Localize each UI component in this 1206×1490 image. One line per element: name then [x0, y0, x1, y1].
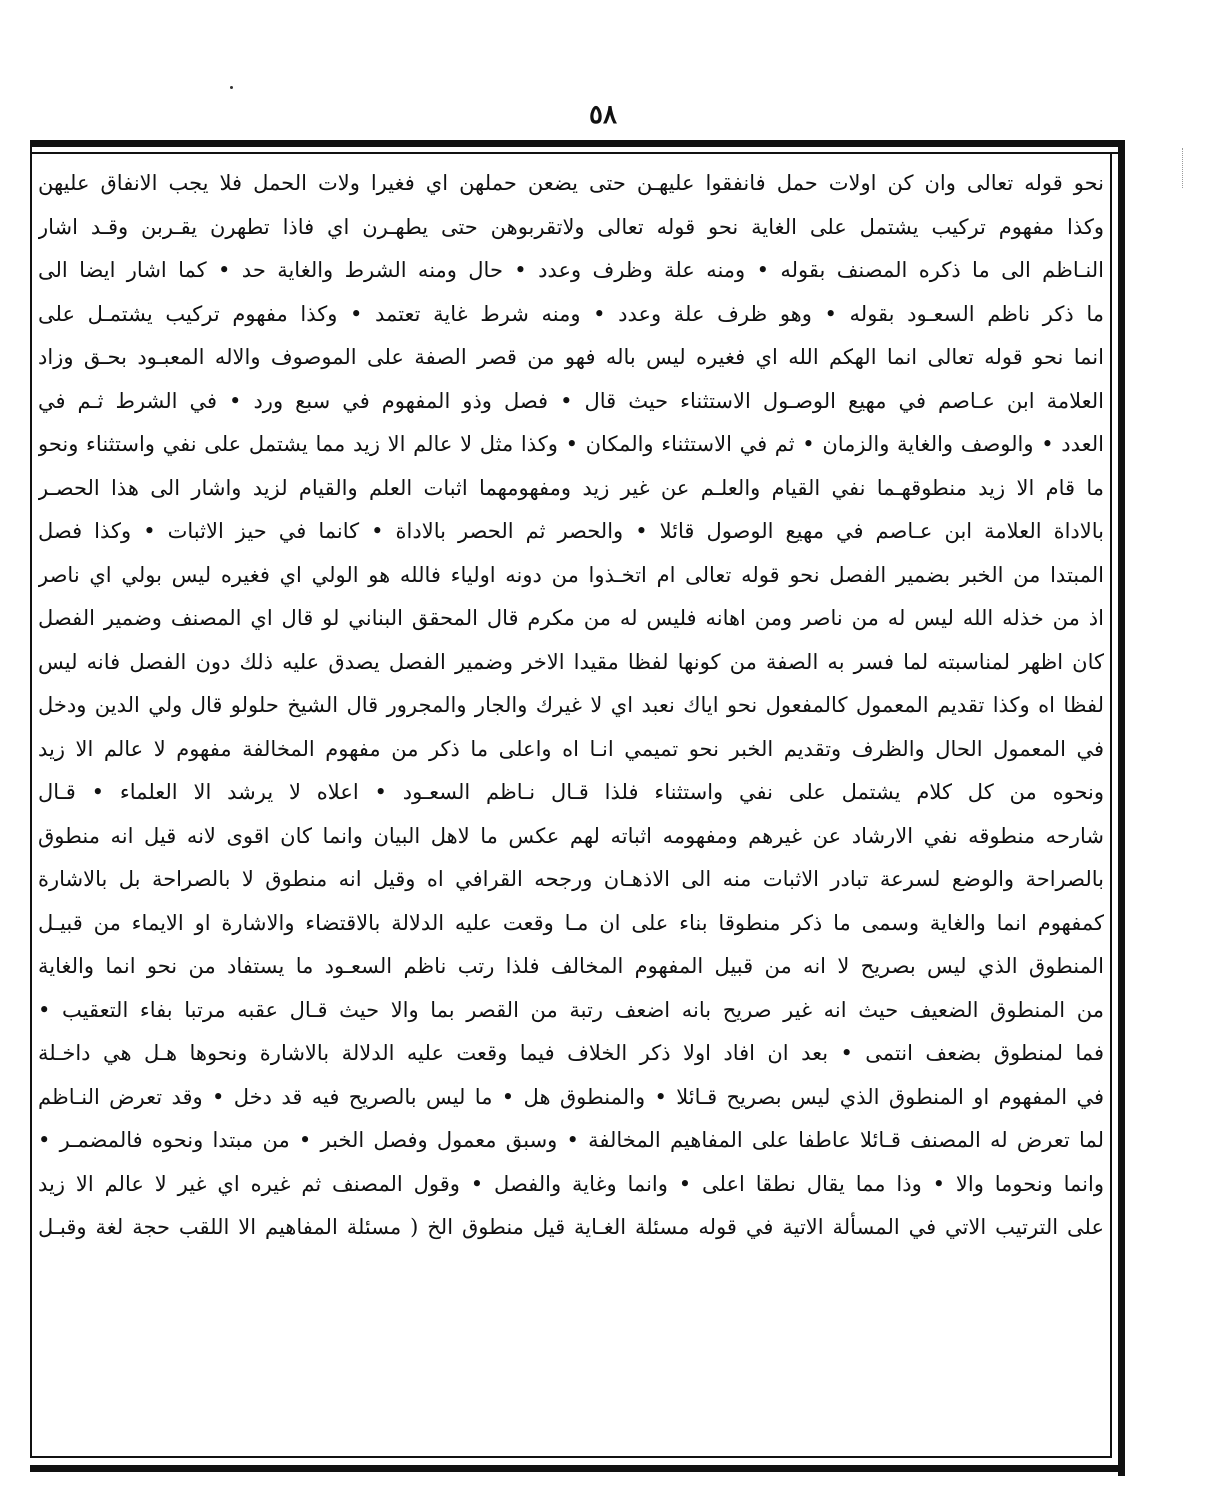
text-line: المنطوق الذي ليس بصريح لا انه من قبيل المفهوم المخالف فلذا رتب ناظم السعـود ما يستفاد من نحو انما والغاية: [38, 954, 1104, 978]
text-line: بالصراحة والوضع لسرعة تبادر الاثبات منه الى الاذهـان ورجحه القرافي اه وقيل انه منطوق لا بالصراحة بل بالاشارة: [38, 867, 1104, 891]
bottom-rule-thick: [30, 1465, 1125, 1472]
page-text: [38, 162, 1104, 1250]
top-rule-thick: [30, 140, 1118, 147]
text-line: نحو قوله تعالى وان كن اولات حمل فانفقوا عليهـن حتى يضعن حملهن اي فغيرا ولات الحمل فلا يجب الانفاق عليهن: [38, 171, 1104, 195]
text-line: ونحوه من كل كلام يشتمل على نفي واستثناء فلذا قـال نـاظم السعـود • اعلاه لا يرشد الا العلماء • قـال: [38, 780, 1104, 804]
text-line: النـاظم الى ما ذكره المصنف بقوله • ومنه علة وظرف وعدد • حال ومنه الشرط والغاية حد • كما اشار ايضا الى: [38, 258, 1104, 282]
text-line: بالاداة العلامة ابن عـاصم في مهيع الوصول قائلا • والحصر ثم الحصر بالاداة • كانما في حيز الاثبات • وكذا فصل: [38, 519, 1104, 543]
text-line: ما ذكر ناظم السعـود بقوله • وهو ظرف علة وعدد • ومنه شرط غاية تعتمد • وكذا مفهوم تركيب يشتمـل على: [38, 301, 1104, 326]
text-line: العدد • والوصف والغاية والزمان • ثم في الاستثناء والمكان • وكذا مثل لا عالم الا زيد مما يشتمل على نفي واستثناء ونحو: [38, 432, 1104, 456]
text-line: لفظا اه وكذا تقديم المعمول كالمفعول نحو اياك نعبد اي لا غيرك والجار والمجرور قال الشيخ حلولو قال ولي الدين ودخل: [38, 693, 1104, 717]
text-line: شارحه منطوقه نفي الارشاد عن غيرهم ومفهومه اثباته لهم عكس ما لاهل البيان وانما كان اقوى لانه قيل انه منطوق: [38, 823, 1104, 848]
right-border-thin: [1110, 152, 1112, 1458]
text-line: في المعمول الحال والظرف وتقديم الخبر نحو تميمي انـا اه واعلى ما ذكر من مفهوم المخالفة مفهوم لا عالم الا زيد: [38, 736, 1104, 761]
text-line: من المنطوق الضعيف حيث انه غير صريح بانه اضعف رتبة من القصر بما والا حيث قـال عقبه مرتبا بفاء التعقيب •: [38, 997, 1104, 1022]
right-border-thick: [1118, 140, 1125, 1476]
text-line: كمفهوم انما والغاية وسمى ما ذكر منطوقا بناء على ان مـا وقعت عليه الدلالة بالاقتضاء والاشارة او الايماء من قبيـل: [38, 910, 1104, 935]
text-line: المبتدا من الخبر بضمير الفصل نحو قوله تعالى ام اتخـذوا من دونه اولياء فالله هو الولي اي فغيره ليس بولي اي ناصر: [38, 562, 1104, 587]
text-line: اذ من خذله الله ليس له من ناصر ومن اهانه فليس له من مكرم قال المحقق البناني لو قال اي المصنف وضمير الفصل: [38, 606, 1104, 630]
text-line: وانما ونحوما والا • وذا مما يقال نطقا اعلى • وانما وغاية والفصل • وقول المصنف ثم غيره اي غير لا عالم الا زيد: [38, 1171, 1104, 1196]
text-line: على الترتيب الاتي في المسألة الاتية في قوله مسئلة الغـاية قيل منطوق الخ ( مسئلة المفاهيم الا اللقب حجة لغة وقبـل: [38, 1215, 1104, 1239]
page-number: ٥٨: [589, 100, 617, 130]
text-line: العلامة ابن عـاصم في مهيع الوصـول الاستثناء حيث قال • فصل وذو المفهوم في سبع ورد • في الشرط ثـم في: [38, 388, 1104, 413]
scan-speck: [230, 86, 233, 89]
text-line: وكذا مفهوم تركيب يشتمل على الغاية نحو قوله تعالى ولاتقربوهن حتى يطهـرن اي فاذا تطهرن يقـربن وقـد اشار: [38, 214, 1104, 239]
text-line: ما قام الا زيد منطوقهـما نفي القيام والعلـم عن غير زيد ومفهومهما اثبات العلم والقيام لزيد واشار الى هذا الحصـر: [38, 475, 1104, 500]
margin-mark: [1182, 148, 1185, 188]
text-line: فما لمنطوق بضعف انتمى • بعد ان افاد اولا ذكر الخلاف فيما وقعت عليه الدلالة بالاشارة ونحوها هـل هي داخـلة: [38, 1041, 1104, 1065]
text-line: كان اظهر لمناسبته لما فسر به الصفة من كونها لفظا مقيدا الاخر وضمير الفصل يصدق عليه ذلك دون الفصل فانه ليس: [38, 649, 1104, 674]
top-rule-thin: [30, 152, 1118, 154]
left-border: [30, 140, 32, 1458]
text-line: في المفهوم او المنطوق الذي ليس بصريح قـائلا • والمنطوق هل • ما ليس بالصريح فيه قد دخل • وقد تعرض النـاظم: [38, 1084, 1104, 1109]
bottom-rule-thin: [30, 1456, 1112, 1458]
text-line: لما تعرض له المصنف قـائلا عاطفا على المفاهيم المخالفة • وسبق معمول وفصل الخبر • من مبتدا ونحوه فالمضمـر •: [38, 1128, 1104, 1152]
text-line: انما نحو قوله تعالى انما الهكم الله اي فغيره ليس باله فهو من قصر الصفة على الموصوف والاله المعبـود بحـق وزاد: [38, 345, 1104, 369]
